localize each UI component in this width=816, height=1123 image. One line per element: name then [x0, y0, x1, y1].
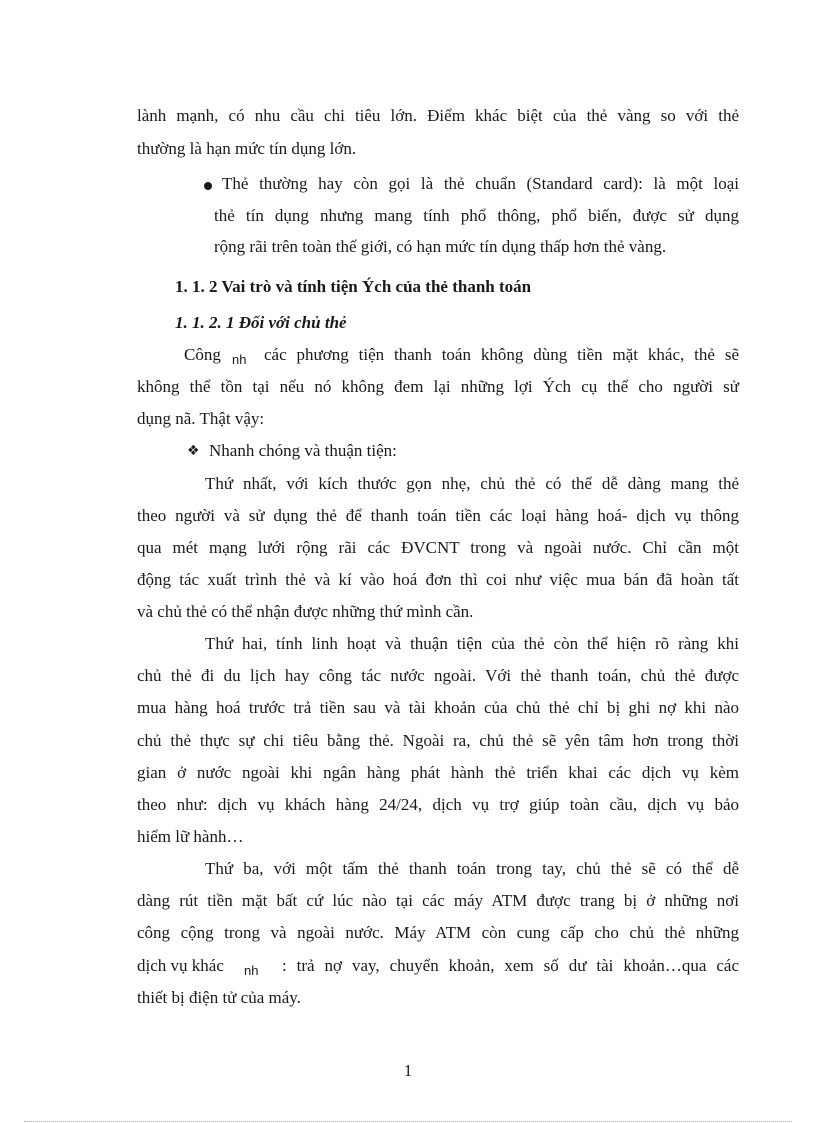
paragraph-line: các phương tiện thanh toán không dùng tiền mặt khác, thẻ sẽ: [264, 345, 739, 364]
paragraph-line: dịch vụ khác: [137, 956, 224, 975]
paragraph-line: Thứ nhất, với kích thước gọn nhẹ, chủ thẻ có thể dễ dàng mang thẻ: [205, 474, 739, 493]
diamond-bullet-icon: ❖: [187, 443, 200, 459]
bullet-icon: [204, 182, 212, 190]
paragraph-line: theo người và sử dụng thẻ để thanh toán tiền các loại hàng hoá- dịch vụ thông: [137, 506, 739, 525]
paragraph-line: : trả nợ vay, chuyển khoản, xem số dư tài khoản…qua các: [282, 956, 739, 975]
bullet-item-line: rộng rãi trên toàn thế giới, có hạn mức tín dụng thấp hơn thẻ vàng.: [214, 237, 667, 256]
paragraph-line: hiểm lữ hành…: [137, 827, 244, 846]
paragraph-line: động tác xuất trình thẻ và kí vào hoá đơn thì coi như việc mua bán đã hoàn tất: [137, 570, 739, 589]
subsection-heading: 1. 1. 2. 1 Đối với chủ thẻ: [175, 313, 347, 332]
paragraph-line: chủ thẻ thực sự chi tiêu bằng thẻ. Ngoài ra, chủ thẻ sẽ yên tâm hơn trong thời: [137, 731, 739, 750]
paragraph-line: và chủ thẻ có thể nhận được những thứ mình cần.: [137, 602, 474, 621]
paragraph-line-fragment: [232, 345, 262, 366]
paragraph-line: thường là hạn mức tín dụng lớn.: [137, 139, 357, 158]
inline-fragment: nh: [244, 963, 259, 978]
footer-divider: [24, 1121, 792, 1122]
paragraph-line: Thứ ba, với một tấm thẻ thanh toán trong tay, chủ thẻ sẽ có thể dễ: [205, 859, 739, 878]
paragraph-line: mua hàng hoá trước trả tiền sau và tài khoản của chủ thẻ chỉ bị ghi nợ khi nào: [137, 698, 739, 717]
paragraph-line: công cộng trong và ngoài nước. Máy ATM còn cung cấp cho chủ thẻ những: [137, 923, 739, 942]
bullet-item-line: Nhanh chóng và thuận tiện:: [209, 441, 397, 460]
section-heading: 1. 1. 2 Vai trò và tính tiện Ých của thẻ thanh toán: [175, 277, 532, 296]
paragraph-line: Công: [184, 345, 221, 364]
page-number: 1: [403, 1061, 413, 1080]
inline-fragment: nh: [232, 352, 247, 367]
paragraph-line: dàng rút tiền mặt bất cứ lúc nào tại các máy ATM được trang bị ở những nơi: [137, 891, 739, 910]
paragraph-line: dụng nã. Thật vậy:: [137, 409, 265, 428]
bullet-item-line: thẻ tín dụng nhưng mang tính phổ thông, phổ biến, được sử dụng: [214, 206, 739, 225]
paragraph-line-fragment: [244, 956, 272, 977]
paragraph-line: qua mét mạng lưới rộng rãi các ĐVCNT trong và ngoài nước. Chỉ cần một: [137, 538, 739, 557]
bullet-item-line: Thẻ thường hay còn gọi là thẻ chuẩn (Standard card): là một loại: [222, 174, 739, 193]
paragraph-line: không thể tồn tại nếu nó không đem lại những lợi Ých cụ thể cho người sử: [137, 377, 739, 396]
paragraph-line: gian ở nước ngoài khi ngân hàng phát hành thẻ triển khai các dịch vụ kèm: [137, 763, 739, 782]
paragraph-line: chủ thẻ đi du lịch hay công tác nước ngoài. Với thẻ thanh toán, chủ thẻ được: [137, 666, 739, 685]
paragraph-line: theo như: dịch vụ khách hàng 24/24, dịch vụ trợ giúp toàn cầu, dịch vụ bảo: [137, 795, 739, 814]
paragraph-line: lành mạnh, có nhu cầu chi tiêu lớn. Điểm khác biệt của thẻ vàng so với thẻ: [137, 106, 739, 125]
paragraph-line: thiết bị điện tử của máy.: [137, 988, 301, 1007]
paragraph-line: Thứ hai, tính linh hoạt và thuận tiện của thẻ còn thể hiện rõ ràng khi: [205, 634, 739, 653]
